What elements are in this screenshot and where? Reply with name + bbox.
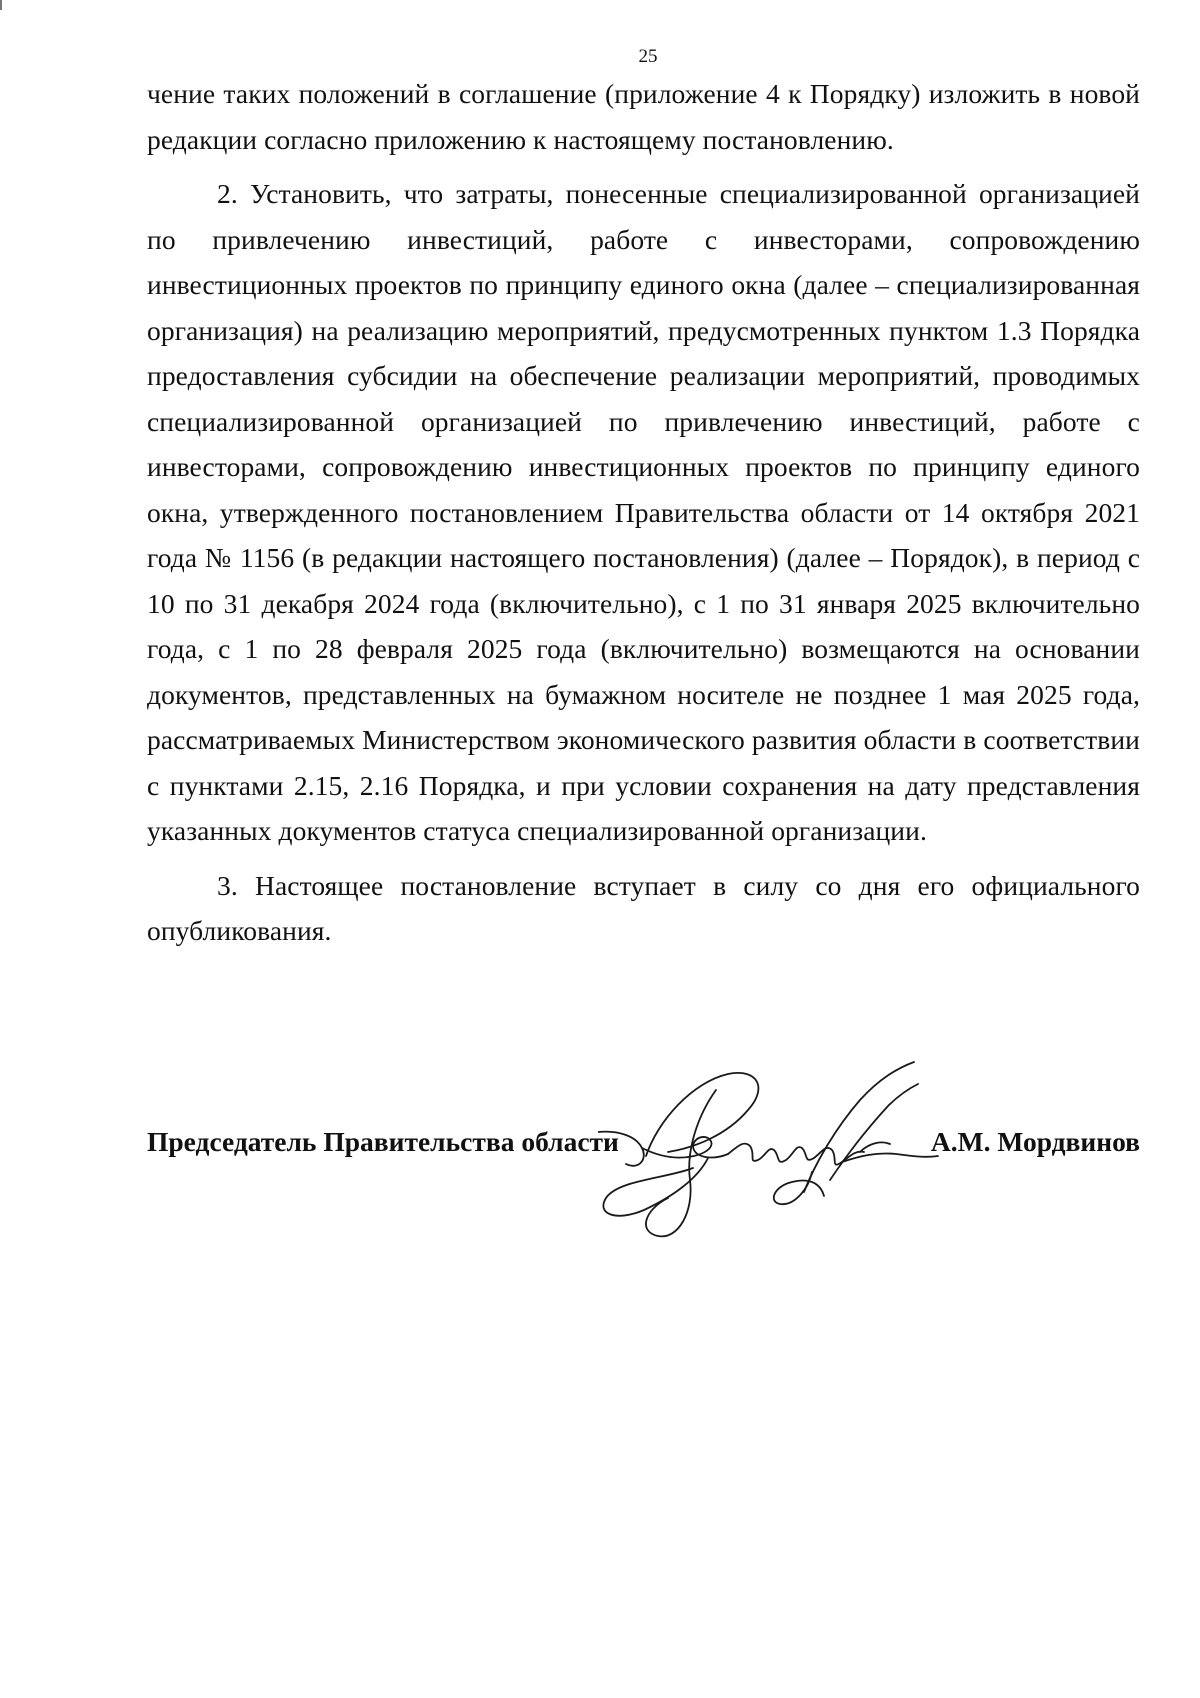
scan-edge-mark <box>0 0 2 10</box>
paragraph-2: 2. Установить, что затраты, понесенные специализированной организацией по привлечению инвестиций, работе с инвесторами, сопровождению инвестиционных проектов по принципу единого окна (далее – специализированная организация) на реализацию мероприятий, предусмотренных пунктом 1.3 Порядка предоставления субсидии на обеспечение реализации мероприятий, проводимых специализированной организацией по привлечению инвестиций, работе с инвесторами, сопровождению инвестиционных проектов по принципу единого окна, утвержденного постановлением Правительства области от 14 октября 2021 года № 1156 (в редакции настоящего постановления) (далее – Порядок), в период с 10 по 31 декабря 2024 года (включительно), с 1 по 31 января 2025 включительно года, с 1 по 28 февраля 2025 года (включительно) возмещаются на основании документов, представленных на бумажном носителе не позднее 1 мая 2025 года, рассматриваемых Министерством экономического развития области в соответствии с пунктами 2.15, 2.16 Порядка, и при условии сохранения на дату представления указанных документов статуса специализированной организации. <box>147 178 1140 846</box>
paragraph-continuation: чение таких положений в соглашение (приложение 4 к Порядку) изложить в новой редакции согласно приложению к настоящему постановлению. <box>147 78 1140 155</box>
handwritten-signature-icon <box>598 1060 958 1250</box>
signer-name: А.М. Мордвинов <box>930 1126 1140 1157</box>
signer-title: Председатель Правительства области <box>147 1126 619 1157</box>
paragraph-3: 3. Настоящее постановление вступает в силу со дня его официального опубликования. <box>147 869 1140 946</box>
document-body <box>147 71 1140 954</box>
page-number: 25 <box>638 46 658 67</box>
